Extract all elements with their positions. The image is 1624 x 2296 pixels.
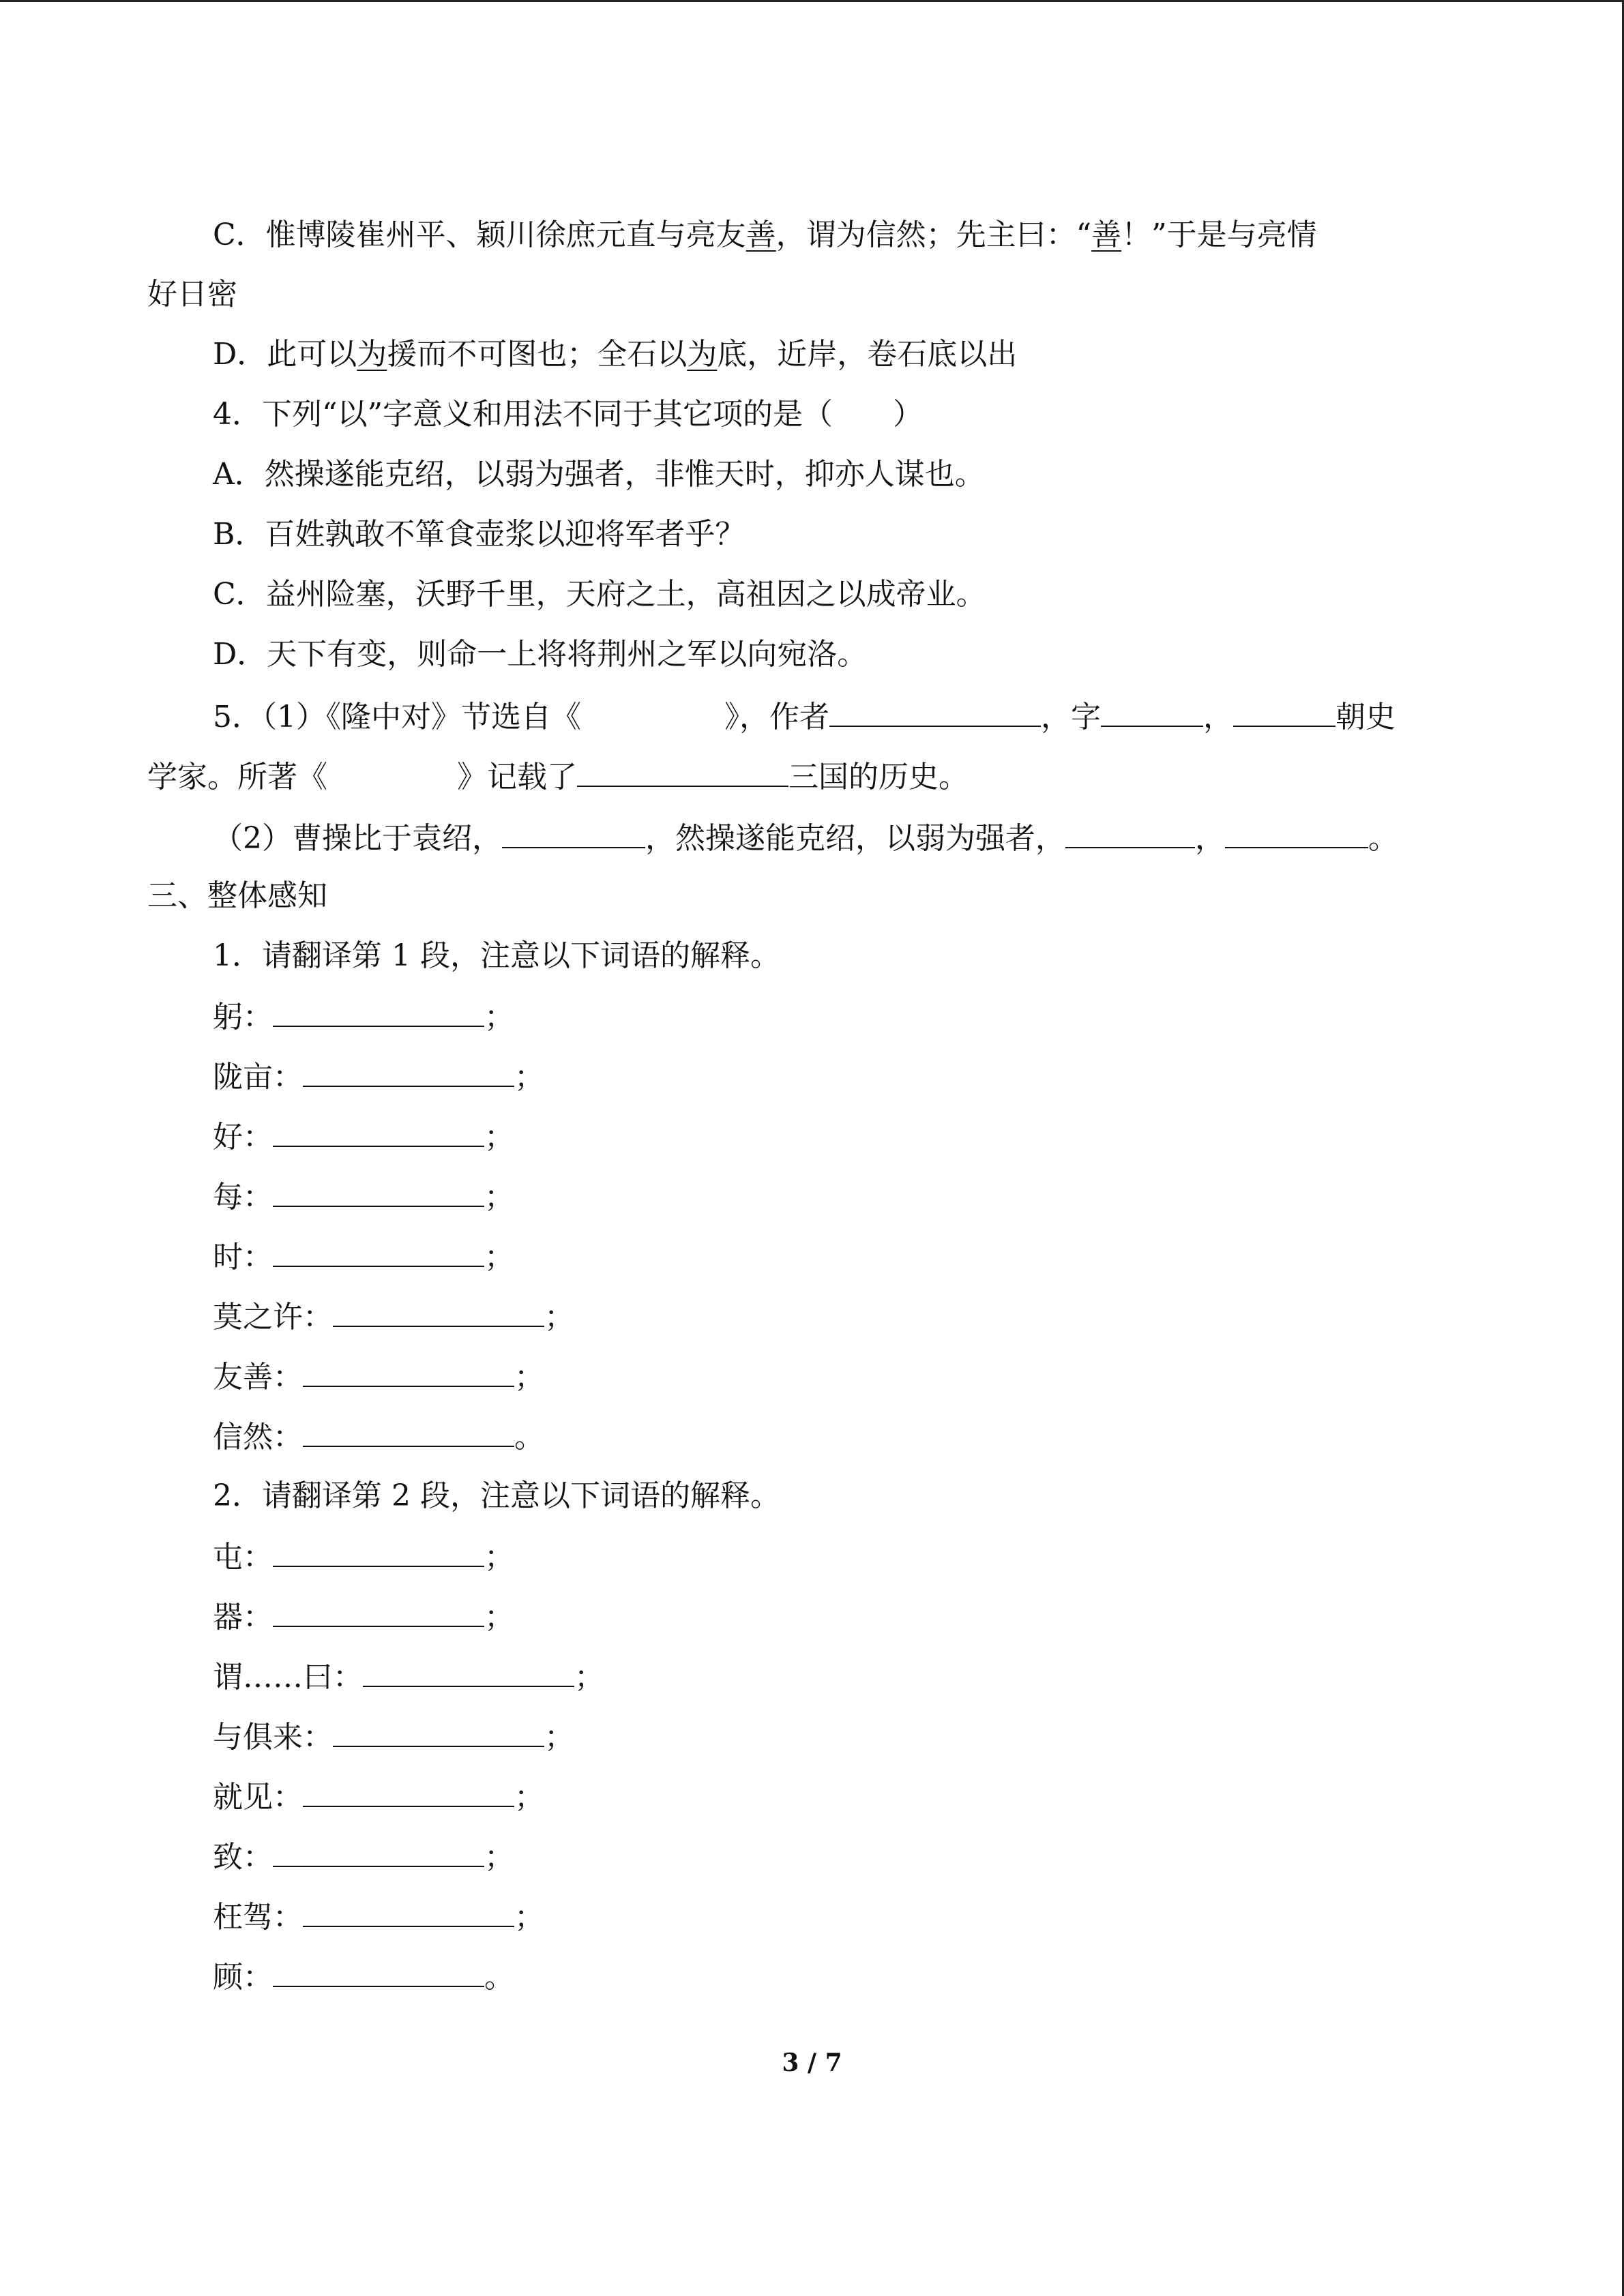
section-3-question-2: 2．请翻译第 2 段，注意以下词语的解释。 [213, 1478, 780, 1513]
vocab-item: 与俱来： ； [213, 1716, 574, 1758]
fill-blank[interactable] [273, 996, 484, 1027]
question-4-stem: 4．下列“以”字意义和用法不同于其它项的是（ ） [213, 397, 923, 432]
vocab-item: 好： ； [213, 1116, 514, 1158]
fill-blank[interactable] [273, 1236, 484, 1267]
vocab-item: 信然： 。 [213, 1416, 544, 1458]
question-5-line-1: 5．（1）《隆中对》节选自《 》，作者 ，字 ， 朝史 [213, 696, 1396, 738]
vocab-item: 莫之许： ； [213, 1296, 574, 1338]
fill-blank[interactable] [363, 1656, 574, 1687]
fill-blank[interactable] [1065, 817, 1195, 848]
vocab-item: 致： ； [213, 1836, 514, 1878]
fill-blank[interactable] [829, 696, 1041, 727]
fill-blank[interactable] [273, 1176, 484, 1207]
page-number: 3 / 7 [782, 2048, 842, 2077]
fill-blank[interactable] [303, 1356, 514, 1387]
question-4-option-b: B．百姓孰敢不箪食壶浆以迎将军者乎？ [213, 517, 745, 552]
vocab-item: 躬： ； [213, 996, 514, 1038]
question-4-option-d: D．天下有变，则命一上将将荆州之军以向宛洛。 [213, 637, 868, 672]
underlined-char: 为 [687, 337, 718, 372]
vocab-item: 谓……曰： ； [213, 1656, 604, 1698]
fill-blank[interactable] [1101, 696, 1203, 727]
vocab-item: 就见： ； [213, 1776, 544, 1818]
vocab-item: 顾： 。 [213, 1956, 514, 1998]
underlined-char: 善 [745, 218, 776, 252]
vocab-item: 屯： ； [213, 1536, 514, 1578]
fill-blank[interactable] [303, 1056, 514, 1087]
underlined-char: 善 [1091, 218, 1122, 252]
underlined-char: 为 [357, 337, 387, 372]
option-d-line: D．此可以为援而不可图也；全石以为底，近岸，卷石底以出 [213, 337, 1018, 372]
vocab-item: 友善： ； [213, 1356, 544, 1398]
vocab-item: 枉驾： ； [213, 1896, 544, 1938]
question-4-option-c: C．益州险塞，沃野千里，天府之土，高祖因之以成帝业。 [213, 577, 986, 612]
fill-blank[interactable] [273, 1596, 484, 1627]
fill-blank[interactable] [502, 817, 645, 848]
fill-blank[interactable] [1233, 696, 1335, 727]
fill-blank[interactable] [333, 1716, 544, 1747]
vocab-item: 器： ； [213, 1596, 514, 1638]
fill-blank[interactable] [273, 1836, 484, 1867]
fill-blank[interactable] [1225, 817, 1368, 848]
top-border [0, 0, 1624, 2]
vocab-item: 每： ； [213, 1176, 514, 1218]
fill-blank[interactable] [303, 1896, 514, 1927]
option-c-continuation: 好日密 [147, 277, 237, 312]
fill-blank[interactable] [303, 1776, 514, 1807]
fill-blank[interactable] [577, 756, 788, 787]
question-5-line-3: （2）曹操比于袁绍， ，然操遂能克绍，以弱为强者， ， 。 [213, 817, 1398, 859]
option-c-line: C．惟博陵崔州平、颖川徐庶元直与亮友善，谓为信然；先主曰：“善！”于是与亮情 [213, 218, 1317, 252]
vocab-item: 时： ； [213, 1236, 514, 1278]
fill-blank[interactable] [273, 1116, 484, 1147]
vocab-item: 陇亩： ； [213, 1056, 544, 1098]
question-4-option-a: A．然操遂能克绍，以弱为强者，非惟天时，抑亦人谋也。 [213, 457, 985, 492]
question-5-line-2: 学家。所著《 》记载了 三国的历史。 [147, 756, 969, 798]
section-3-question-1: 1．请翻译第 1 段，注意以下词语的解释。 [213, 938, 780, 973]
fill-blank[interactable] [273, 1536, 484, 1567]
fill-blank[interactable] [333, 1296, 544, 1327]
fill-blank[interactable] [273, 1956, 484, 1987]
section-3-heading: 三、整体感知 [147, 878, 327, 913]
fill-blank[interactable] [303, 1416, 514, 1447]
